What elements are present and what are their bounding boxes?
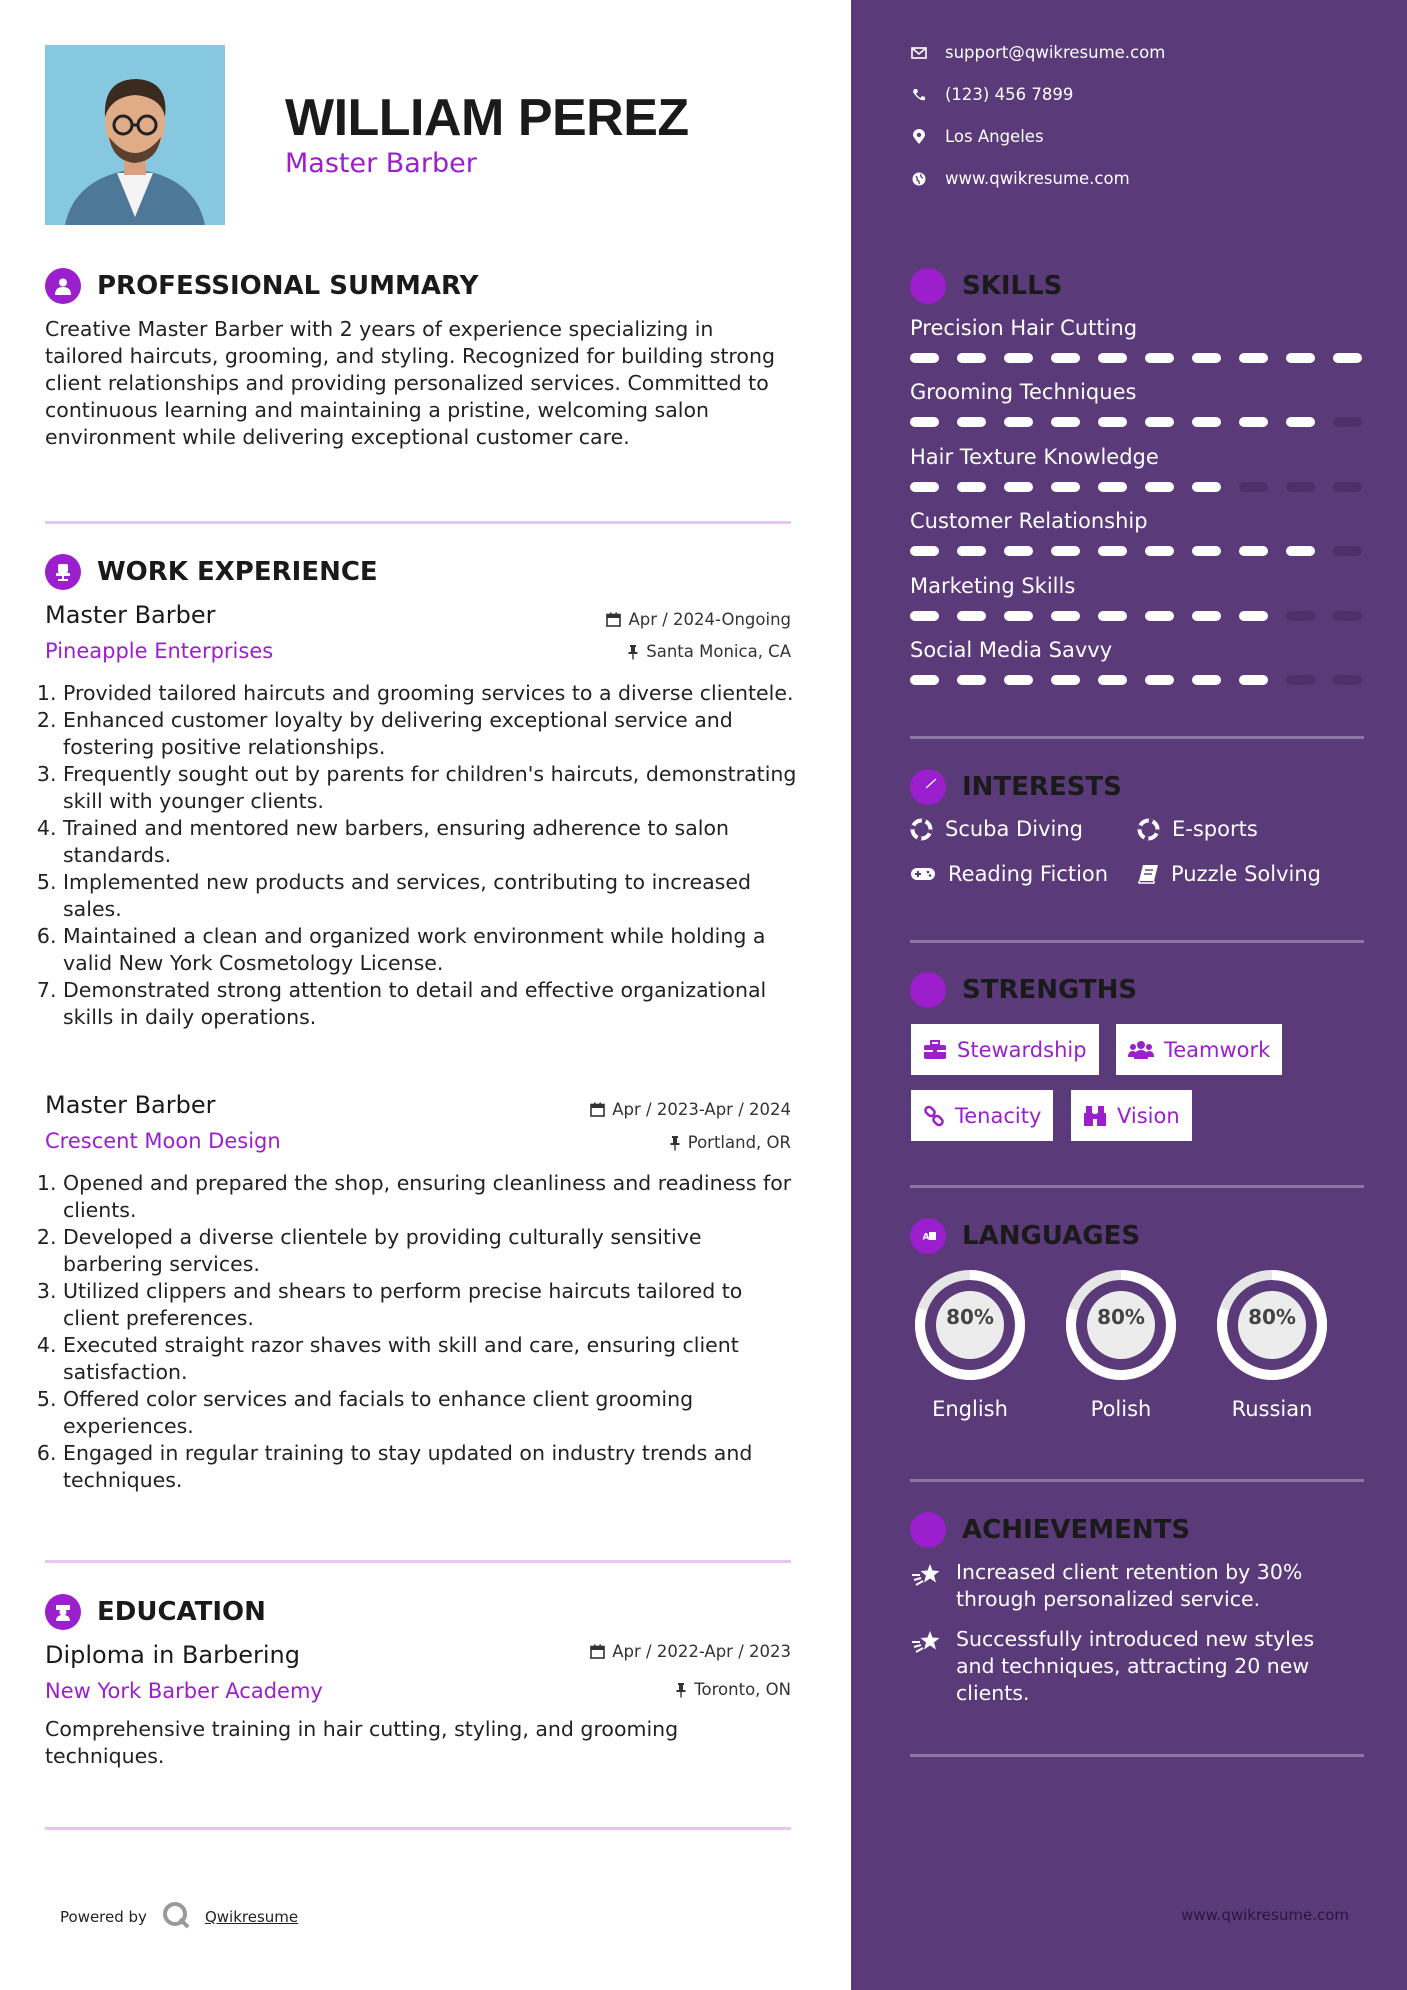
- skill-dash: [1145, 546, 1174, 556]
- skill-dash: [957, 675, 986, 685]
- skill-name: Precision Hair Cutting: [910, 316, 1138, 340]
- footer-site: www.qwikresume.com: [1181, 1906, 1349, 1924]
- achievements-title: ACHIEVEMENTS: [962, 1515, 1191, 1545]
- strength-chip: [911, 1024, 1099, 1075]
- skill-dash: [957, 353, 986, 363]
- achievement-text: Successfully introduced new styles and techniques, attracting 20 new clients.: [956, 1627, 1315, 1705]
- skill-dash: [1051, 482, 1080, 492]
- strengths-heading: [910, 972, 1137, 1008]
- strength-label: Stewardship: [957, 1037, 1087, 1062]
- education-heading: [45, 1594, 266, 1630]
- envelope-icon: [910, 47, 928, 59]
- interest-item: [910, 817, 1083, 841]
- lifebuoy-icon: [910, 818, 933, 841]
- skill-dash: [1286, 675, 1315, 685]
- graduate-icon: [45, 1594, 81, 1630]
- gamepad-icon: [910, 866, 936, 882]
- skill-dash: [1333, 546, 1362, 556]
- job-date: [606, 610, 791, 629]
- skill-name: Customer Relationship: [910, 509, 1148, 534]
- strength-chip: [1116, 1024, 1282, 1075]
- skill-dash: [1098, 675, 1127, 685]
- translate-icon: [910, 1218, 946, 1254]
- contact-website[interactable]: [910, 169, 1130, 188]
- education-location: [675, 1680, 791, 1699]
- contact-website-text: www.qwikresume.com: [945, 169, 1130, 188]
- skill-dash: [957, 611, 986, 621]
- skill-dash: [957, 417, 986, 427]
- skill-dash: [1098, 546, 1127, 556]
- skill-level: [910, 546, 1380, 556]
- skill-name: Social Media Savvy: [910, 638, 1113, 662]
- list-item: 1. Opened and prepared the shop, ensuring cleanliness and readiness for clients.: [63, 1170, 798, 1224]
- interest-label: Scuba Diving: [945, 817, 1083, 841]
- summary-title: PROFESSIONAL SUMMARY: [97, 271, 479, 301]
- list-item: 3. Utilized clippers and shears to perform precise haircuts tailored to client preferences.: [63, 1278, 798, 1332]
- skill-level: [910, 675, 1380, 685]
- contact-phone-text: (123) 456 7899: [945, 85, 1074, 104]
- skill-dash: [1286, 611, 1315, 621]
- skill-dash: [1333, 675, 1362, 685]
- contact-phone[interactable]: [910, 85, 1073, 104]
- experience-title: WORK EXPERIENCE: [97, 557, 378, 587]
- languages-title: LANGUAGES: [962, 1221, 1141, 1251]
- pin-icon: [669, 1135, 681, 1151]
- skill-dash: [957, 482, 986, 492]
- language-percent: 80%: [1248, 1305, 1296, 1329]
- skill-dash: [1286, 546, 1315, 556]
- skill-dash: [1333, 611, 1362, 621]
- skill-dash: [1286, 482, 1315, 492]
- interest-label: E-sports: [1172, 817, 1258, 841]
- skill-dash: [1004, 675, 1033, 685]
- section-divider: [45, 1560, 791, 1563]
- skill-dash: [1333, 482, 1362, 492]
- job-bullets: [63, 680, 798, 1031]
- languages-heading: [910, 1218, 1140, 1254]
- section-divider: [910, 1479, 1364, 1482]
- education-date: [590, 1642, 791, 1661]
- skill-dash: [1145, 611, 1174, 621]
- skill-dash: [1192, 353, 1221, 363]
- language-percent: 80%: [1097, 1305, 1145, 1329]
- map-marker-icon: [910, 129, 928, 145]
- achievement-item: [910, 1559, 1330, 1613]
- skill-dash: [1098, 611, 1127, 621]
- list-item: 4. Trained and mentored new barbers, ensuring adherence to salon standards.: [63, 815, 798, 869]
- education-title: EDUCATION: [97, 1597, 266, 1627]
- calendar-icon: [606, 612, 621, 627]
- contact-email-text: support@qwikresume.com: [945, 43, 1166, 62]
- achievement-text: Increased client retention by 30% through personalized service.: [956, 1560, 1303, 1611]
- section-divider: [45, 1827, 791, 1830]
- candidate-title: Master Barber: [285, 148, 477, 179]
- contact-location: [910, 127, 1044, 146]
- skill-dash: [1192, 482, 1221, 492]
- globe-icon: [910, 172, 928, 186]
- skill-dash: [1051, 546, 1080, 556]
- skill-dash: [1051, 417, 1080, 427]
- skill-dash: [1145, 353, 1174, 363]
- job-date: [590, 1100, 791, 1119]
- candidate-name: WILLIAM PEREZ: [285, 89, 689, 147]
- list-item: 5. Implemented new products and services, contributing to increased sales.: [63, 869, 798, 923]
- language-item: [1212, 1265, 1332, 1421]
- chair-icon: [45, 554, 81, 590]
- qwikresume-link[interactable]: Qwikresume: [204, 1908, 299, 1926]
- section-divider: [45, 521, 791, 524]
- education-text: Comprehensive training in hair cutting, styling, and grooming techniques.: [45, 1717, 679, 1768]
- skill-name: Grooming Techniques: [910, 380, 1137, 405]
- list-item: 6. Maintained a clean and organized work environment while holding a valid New York Cosmetology License.: [63, 923, 798, 977]
- job-company: Crescent Moon Design: [45, 1129, 281, 1153]
- user-icon: [45, 268, 81, 304]
- skills-title: SKILLS: [962, 271, 1063, 301]
- skill-dash: [1098, 353, 1127, 363]
- skill-level: [910, 611, 1380, 621]
- list-item: 3. Frequently sought out by parents for children's haircuts, demonstrating skill with younger clients.: [63, 761, 798, 815]
- skill-dash: [1004, 546, 1033, 556]
- language-item: [1061, 1265, 1181, 1421]
- job-location: [627, 642, 791, 661]
- briefcase-icon: [923, 1040, 947, 1060]
- calendar-icon: [590, 1102, 605, 1117]
- job-date-text: Apr / 2023-Apr / 2024: [612, 1100, 791, 1119]
- strength-chip: [1071, 1090, 1192, 1141]
- job-location-text: Portland, OR: [687, 1133, 791, 1152]
- list-item: 5. Offered color services and facials to enhance client grooming experiences.: [63, 1386, 798, 1440]
- skill-level: [910, 482, 1380, 492]
- skill-dash: [1192, 546, 1221, 556]
- skill-name: Hair Texture Knowledge: [910, 444, 1159, 469]
- strength-chip: [911, 1090, 1053, 1141]
- star-badge-icon: [910, 1512, 946, 1548]
- skill-dash: [910, 353, 939, 363]
- strength-label: Tenacity: [955, 1103, 1042, 1128]
- phone-icon: [910, 88, 928, 102]
- lifebuoy-icon: [1137, 818, 1160, 841]
- strength-label: Vision: [1117, 1103, 1180, 1128]
- skill-dash: [1098, 417, 1127, 427]
- degree-title: Diploma in Barbering: [45, 1641, 300, 1669]
- skill-dash: [1145, 482, 1174, 492]
- skill-dash: [1145, 675, 1174, 685]
- shooting-star-icon: [910, 1561, 944, 1613]
- job-title: Master Barber: [45, 1091, 216, 1119]
- language-name: Russian: [1231, 1397, 1313, 1421]
- school-name: New York Barber Academy: [45, 1679, 323, 1703]
- skill-dash: [1192, 417, 1221, 427]
- list-item: 7. Demonstrated strong attention to detail and effective organizational skills in daily operations.: [63, 977, 798, 1031]
- achievement-item: [910, 1626, 1330, 1707]
- pin-icon: [627, 644, 639, 660]
- job-bullets: [63, 1170, 798, 1494]
- shooting-star-icon: [910, 1628, 944, 1707]
- skill-dash: [910, 482, 939, 492]
- section-divider: [910, 1185, 1364, 1188]
- users-icon: [1128, 1040, 1154, 1060]
- skill-dash: [1239, 675, 1268, 685]
- profile-photo: [45, 45, 225, 225]
- interest-label: Puzzle Solving: [1171, 862, 1321, 886]
- strengths-title: STRENGTHS: [962, 975, 1138, 1005]
- lightbulb-icon: [910, 268, 946, 304]
- skill-dash: [1192, 611, 1221, 621]
- interest-label: Reading Fiction: [948, 862, 1109, 886]
- powered-by-label: Powered by: [60, 1908, 147, 1926]
- language-item: [910, 1265, 1030, 1421]
- skill-level: [910, 417, 1380, 427]
- section-divider: [910, 1754, 1364, 1757]
- fist-icon: [910, 972, 946, 1008]
- experience-heading: [45, 554, 378, 590]
- skill-dash: [1286, 353, 1315, 363]
- contact-email[interactable]: [910, 43, 1165, 62]
- skill-dash: [910, 675, 939, 685]
- education-date-text: Apr / 2022-Apr / 2023: [612, 1642, 791, 1661]
- job-location: [669, 1133, 791, 1152]
- book-icon: [1137, 864, 1159, 884]
- list-item: 4. Executed straight razor shaves with skill and care, ensuring client satisfaction.: [63, 1332, 798, 1386]
- skill-dash: [1239, 546, 1268, 556]
- skill-dash: [1004, 417, 1033, 427]
- list-item: 2. Enhanced customer loyalty by delivering exceptional service and fostering positive relationships.: [63, 707, 798, 761]
- language-name: Polish: [1090, 1397, 1152, 1421]
- section-divider: [910, 736, 1364, 739]
- pin-icon: [675, 1682, 687, 1698]
- skill-dash: [1286, 417, 1315, 427]
- skill-level: [910, 353, 1380, 363]
- summary-heading: [45, 268, 478, 304]
- interest-item: [1137, 862, 1321, 886]
- binoculars-icon: [1083, 1105, 1107, 1127]
- interests-title: INTERESTS: [962, 772, 1122, 802]
- skill-dash: [1333, 417, 1362, 427]
- job-title: Master Barber: [45, 601, 216, 629]
- list-item: 6. Engaged in regular training to stay updated on industry trends and techniques.: [63, 1440, 798, 1494]
- skill-dash: [957, 546, 986, 556]
- skill-dash: [1004, 353, 1033, 363]
- skill-dash: [1239, 611, 1268, 621]
- skill-name: Marketing Skills: [910, 573, 1076, 598]
- skill-dash: [910, 417, 939, 427]
- skill-dash: [1004, 482, 1033, 492]
- strength-label: Teamwork: [1164, 1037, 1271, 1062]
- skill-dash: [1239, 482, 1268, 492]
- link-icon: [923, 1105, 945, 1127]
- skill-dash: [1145, 417, 1174, 427]
- paper-plane-icon: [910, 769, 946, 805]
- skill-dash: [910, 546, 939, 556]
- qwikresume-logo-icon: [161, 1900, 191, 1934]
- skill-dash: [1004, 611, 1033, 621]
- language-name: English: [932, 1397, 1008, 1421]
- skill-dash: [1239, 353, 1268, 363]
- list-item: 1. Provided tailored haircuts and grooming services to a diverse clientele.: [63, 680, 798, 707]
- skill-dash: [1051, 353, 1080, 363]
- section-divider: [910, 940, 1364, 943]
- skill-dash: [910, 611, 939, 621]
- list-item: 2. Developed a diverse clientele by providing culturally sensitive barbering services.: [63, 1224, 798, 1278]
- job-company: Pineapple Enterprises: [45, 639, 274, 663]
- skill-dash: [1051, 675, 1080, 685]
- job-location-text: Santa Monica, CA: [646, 642, 791, 661]
- interest-item: [910, 862, 1108, 886]
- skill-dash: [1239, 417, 1268, 427]
- skill-dash: [1051, 611, 1080, 621]
- interest-item: [1137, 817, 1258, 841]
- skill-dash: [1098, 482, 1127, 492]
- contact-location-text: Los Angeles: [945, 127, 1044, 146]
- education-location-text: Toronto, ON: [694, 1680, 791, 1699]
- svg-text:A: A: [922, 1232, 930, 1243]
- skills-heading: [910, 268, 1062, 304]
- language-percent: 80%: [946, 1305, 994, 1329]
- job-date-text: Apr / 2024-Ongoing: [628, 610, 791, 629]
- summary-text: Creative Master Barber with 2 years of experience specializing in tailored haircuts, grooming, and styling. Recognized for building strong client relationships and providing personalized services. Committed to continuous learning and maintaining a pristine, welcoming salon environment while delivering exceptional customer care.: [45, 317, 775, 449]
- powered-by: [60, 1900, 298, 1934]
- interests-heading: [910, 769, 1122, 805]
- achievements-heading: [910, 1512, 1190, 1548]
- skill-dash: [1333, 353, 1362, 363]
- calendar-icon: [590, 1644, 605, 1659]
- skill-dash: [1192, 675, 1221, 685]
